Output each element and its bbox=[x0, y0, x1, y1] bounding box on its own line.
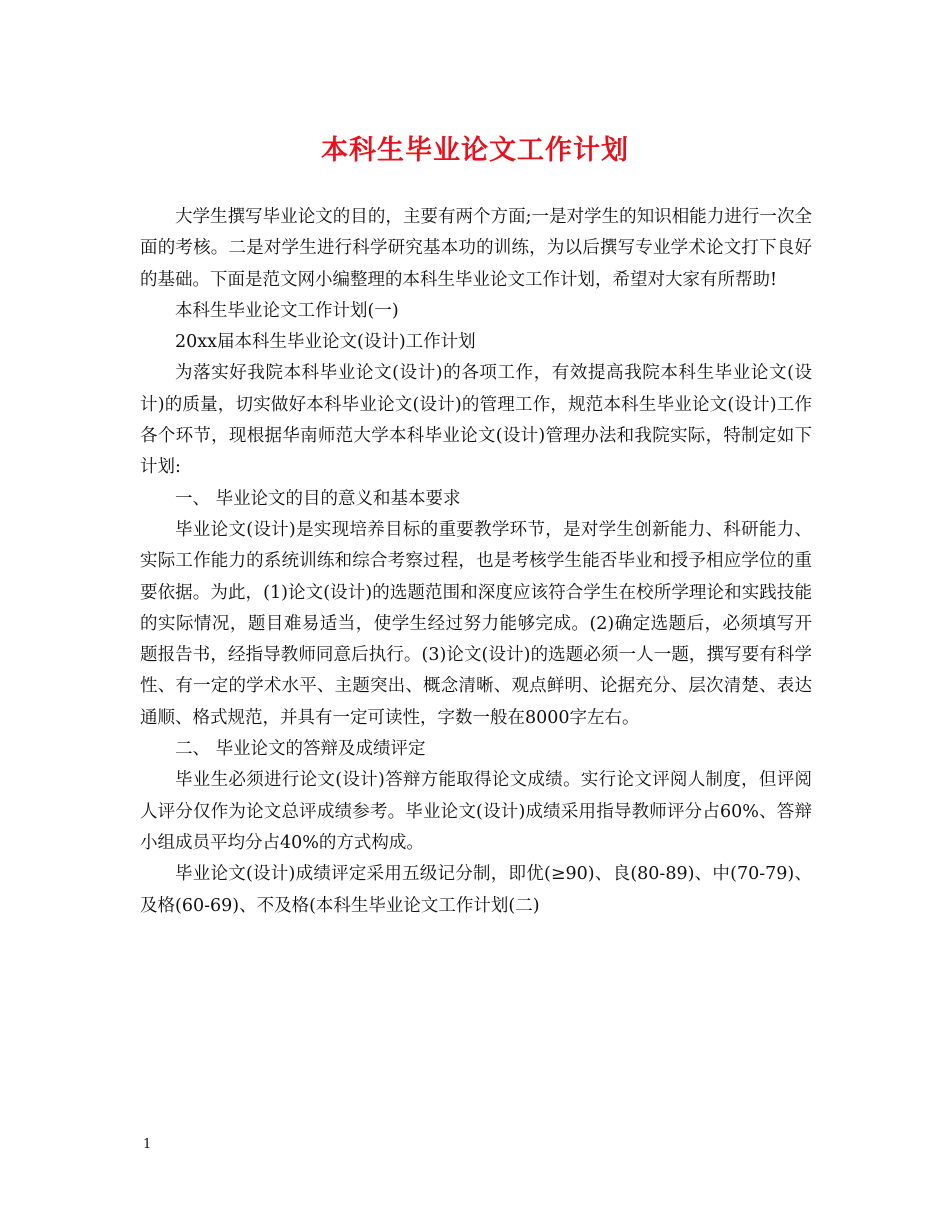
defense-paragraph: 毕业生必须进行论文(设计)答辩方能取得论文成绩。实行论文评阅人制度，但评阅人评分仅作为论文总评成绩参考。毕业论文(设计)成绩采用指导教师评分占60%、答辩小组成员平均分占40%的方式构成。 bbox=[140, 770, 812, 853]
section-heading-2: 二、 毕业论文的答辩及成绩评定 bbox=[175, 739, 426, 760]
document-body bbox=[140, 202, 812, 922]
document-title: 本科生毕业论文工作计划 bbox=[321, 135, 629, 166]
grading-paragraph: 毕业论文(设计)成绩评定采用五级记分制，即优(≥90)、良(80-89)、中(70-79)、及格(60-69)、不及格(本科生毕业论文工作计划(二) bbox=[140, 864, 812, 916]
purpose-paragraph: 为落实好我院本科毕业论文(设计)的各项工作，有效提高我院本科生毕业论文(设计)的质量，切实做好本科毕业论文(设计)的管理工作，规范本科生毕业论文(设计)工作各个环节，现根据华南师范大学本科毕业论文(设计)管理办法和我院实际，特制定如下计划: bbox=[140, 363, 812, 478]
page-number: 1 bbox=[143, 1137, 152, 1152]
subtitle-plan: 20xx届本科生毕业论文(设计)工作计划 bbox=[175, 332, 476, 353]
section-heading-plan-1: 本科生毕业论文工作计划(一) bbox=[175, 300, 399, 321]
intro-paragraph: 大学生撰写毕业论文的目的，主要有两个方面;一是对学生的知识相能力进行一次全面的考核。二是对学生进行科学研究基本功的训练，为以后撰写专业学术论文打下良好的基础。下面是范文网小编整理的本科生毕业论文工作计划，希望对大家有所帮助! bbox=[140, 207, 812, 290]
requirements-paragraph: 毕业论文(设计)是实现培养目标的重要教学环节，是对学生创新能力、科研能力、实际工作能力的系统训练和综合考察过程，也是考核学生能否毕业和授予相应学位的重要依据。为此，(1)论文(设计)的选题范围和深度应该符合学生在校所学理论和实践技能的实际情况，题目难易适当，使学生经过努力能够完成。(2)确定选题后，必须填写开题报告书，经指导教师同意后执行。(3)论文(设计)的选题必须一人一题，撰写要有科学性、有一定的学术水平、主题突出、概念清晰、观点鲜明、论据充分、层次清楚、表达通顺、格式规范，并具有一定可读性，字数一般在8000字左右。 bbox=[140, 519, 812, 728]
section-heading-1: 一、 毕业论文的目的意义和基本要求 bbox=[175, 488, 461, 509]
